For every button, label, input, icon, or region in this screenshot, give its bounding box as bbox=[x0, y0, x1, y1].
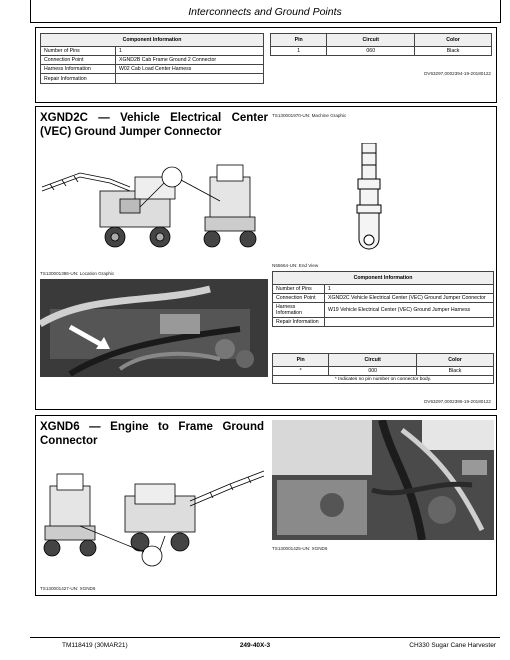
color-header: Color bbox=[417, 354, 494, 367]
info-value: 1 bbox=[325, 285, 494, 294]
info-value: 1 bbox=[116, 47, 264, 56]
circuit-cell: 000 bbox=[329, 367, 417, 376]
engine-photo bbox=[272, 420, 494, 540]
info-value bbox=[116, 74, 264, 84]
location-photo bbox=[40, 279, 268, 377]
info-value: W19 Vehicle Electrical Center (VEC) Ground Jumper Harness bbox=[325, 303, 494, 318]
info-label: Number of Pins bbox=[273, 285, 325, 294]
info-label: Number of Pins bbox=[41, 47, 116, 56]
caption-machine-graphic: TS130001970-UN: Machine Graphic bbox=[272, 113, 347, 118]
caption-engine-photo: TS130001425-UN: XGND6 bbox=[272, 546, 328, 551]
right-margin-line bbox=[500, 0, 501, 23]
info-table-heading: Component Information bbox=[273, 272, 494, 285]
section-title: XGND2C — Vehicle Electrical Center (VEC) Ground Jumper Connector bbox=[40, 112, 268, 138]
connector-end-view bbox=[342, 143, 400, 257]
section-xgnd6 bbox=[35, 415, 497, 596]
info-label: Harness Information bbox=[273, 303, 325, 318]
top-info-table bbox=[40, 33, 264, 84]
circuit-cell: 060 bbox=[327, 47, 415, 56]
pin-header: Pin bbox=[271, 34, 327, 47]
info-label: Repair Information bbox=[41, 74, 116, 84]
color-cell: Black bbox=[415, 47, 492, 56]
machine-rear-graphic bbox=[40, 466, 266, 578]
info-table-heading: Component Information bbox=[41, 34, 264, 47]
pin-note: * Indicates no pin number on connector body. bbox=[273, 376, 494, 384]
info-label: Harness Information bbox=[41, 65, 116, 74]
info-value: XGND2B Cab Frame Ground 2 Connector bbox=[116, 56, 264, 65]
info-value: XGND2C Vehicle Electrical Center (VEC) Ground Jumper Connector bbox=[325, 294, 494, 303]
top-pin-table bbox=[270, 33, 492, 56]
page-number: 249-40X-3 bbox=[239, 642, 271, 649]
caption-end-view: N55664-UN: End View bbox=[272, 263, 319, 268]
footer-left: TM118419 (30MAR21) bbox=[62, 642, 128, 649]
footer-right: CH330 Sugar Cane Harvester bbox=[409, 642, 496, 649]
caption-location-graphic: TS130001386-UN: Location Graphic bbox=[40, 271, 115, 276]
sec1-pin-table bbox=[272, 353, 494, 384]
pin-cell: * bbox=[273, 367, 329, 376]
pin-header: Pin bbox=[273, 354, 329, 367]
section-title: XGND6 — Engine to Frame Ground Connector bbox=[40, 421, 264, 447]
circuit-header: Circuit bbox=[329, 354, 417, 367]
reference-code: DV63297,0002394-19-20180122 bbox=[424, 71, 491, 76]
info-value bbox=[325, 318, 494, 327]
color-header: Color bbox=[415, 34, 492, 47]
reference-code: DV63297,0002395-19-20180122 bbox=[424, 399, 491, 404]
sec1-info-table bbox=[272, 271, 494, 327]
pin-cell: 1 bbox=[271, 47, 327, 56]
info-label: Connection Point bbox=[41, 56, 116, 65]
info-label: Repair Information bbox=[273, 318, 325, 327]
machine-graphic bbox=[40, 157, 266, 257]
header-rule bbox=[30, 22, 500, 23]
circuit-header: Circuit bbox=[327, 34, 415, 47]
caption-machine-rear: TS130001427-UN: XGND6 bbox=[40, 586, 96, 591]
top-section bbox=[35, 27, 497, 103]
footer-rule bbox=[30, 637, 500, 638]
info-value: W02 Cab Load Center Harness bbox=[116, 65, 264, 74]
section-xgnd2c bbox=[35, 106, 497, 410]
info-label: Connection Point bbox=[273, 294, 325, 303]
color-cell: Black bbox=[417, 367, 494, 376]
page-title: Interconnects and Ground Points bbox=[188, 6, 342, 18]
